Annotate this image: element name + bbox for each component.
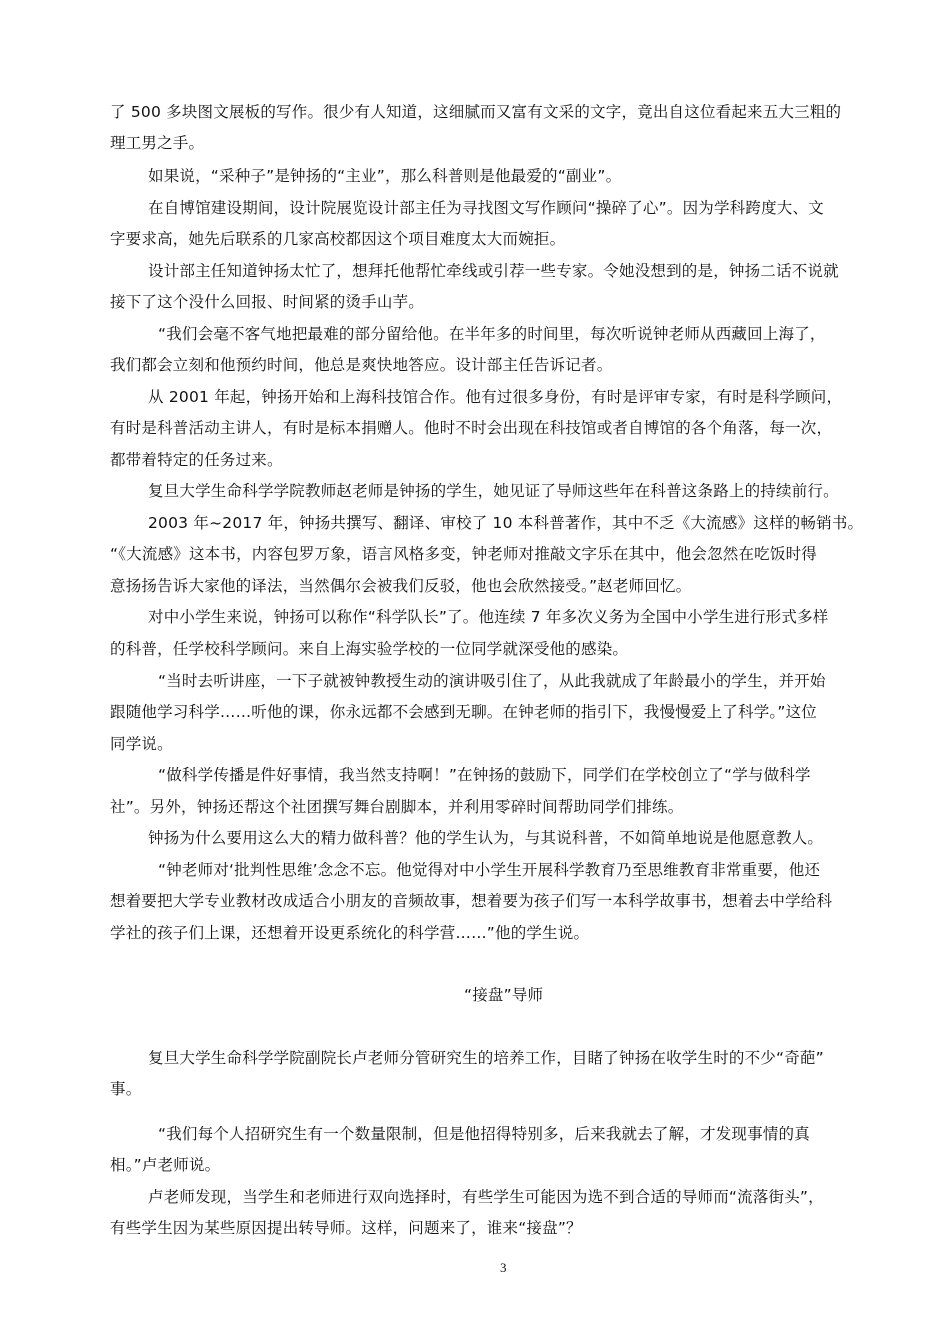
text-line: 2003 年~2017 年，钟扬共撰写、翻译、审校了 10 本科普著作，其中不乏《大流感》这样的畅销书。 (148, 514, 864, 532)
text-line: 对中小学生来说，钟扬可以称作“科学队长”了。他连续 7 年多次义务为全国中小学生进行形式多样 (148, 608, 829, 626)
text-line: 相。”卢老师说。 (110, 1156, 221, 1174)
text-line: 从 2001 年起，钟扬开始和上海科技馆合作。他有过很多身份，有时是评审专家，有时是科学顾问， (148, 388, 843, 406)
text-line: 卢老师发现，当学生和老师进行双向选择时，有些学生可能因为选不到合适的导师而“流落街头”， (148, 1188, 824, 1206)
text-line: “做科学传播是件好事情，我当然支持啊！”在钟扬的鼓励下，同学们在学校创立了“学与做科学 (158, 766, 811, 784)
text-line: 社”。另外，钟扬还帮这个社团撰写舞台剧脚本，并利用零碎时间帮助同学们排练。 (110, 798, 684, 816)
text-line: “当时去听讲座，一下子就被钟教授生动的演讲吸引住了，从此我就成了年龄最小的学生，并开始 (158, 672, 826, 690)
text-line: 钟扬为什么要用这么大的精力做科普？他的学生认为，与其说科普，不如简单地说是他愿意教人。 (148, 829, 824, 847)
text-line: 我们都会立刻和他预约时间，他总是爽快地答应。设计部主任告诉记者。 (110, 356, 613, 374)
text-line: 字要求高，她先后联系的几家高校都因这个项目难度太大而婉拒。 (110, 230, 566, 248)
text-line: 了 500 多块图文展板的写作。很少有人知道，这细腻而又富有文采的文字，竟出自这位看起来五大三粗的 (110, 103, 842, 121)
text-line: 都带着特定的任务过来。 (110, 451, 283, 469)
text-line: “我们每个人招研究生有一个数量限制，但是他招得特别多，后来我就去了解，才发现事情的真 (158, 1125, 810, 1143)
text-line: 同学说。 (110, 735, 173, 753)
text-line: “钟老师对‘批判性思维’念念不忘。他觉得对中小学生开展科学教育乃至思维教育非常重要，他还 (158, 861, 821, 879)
text-line: 在自博馆建设期间，设计院展览设计部主任为寻找图文写作顾问“操碎了心”。因为学科跨度大、文 (148, 199, 824, 217)
text-line: 设计部主任知道钟扬太忙了，想拜托他帮忙牵线或引荐一些专家。令她没想到的是，钟扬二话不说就 (148, 262, 839, 280)
section-heading: “接盘”导师 (464, 986, 544, 1004)
text-line: 想着要把大学专业教材改成适合小朋友的音频故事，想着要为孩子们写一本科学故事书，想着去中学给科 (110, 892, 833, 910)
text-line: 复旦大学生命科学学院教师赵老师是钟扬的学生，她见证了导师这些年在科普这条路上的持续前行。 (148, 482, 839, 500)
page-number: 3 (500, 1260, 507, 1275)
text-line: 有些学生因为某些原因提出转导师。这样，问题来了，谁来“接盘”？ (110, 1219, 582, 1237)
text-line: “我们会毫不客气地把最难的部分留给他。在半年多的时间里，每次听说钟老师从西藏回上海了， (158, 325, 826, 343)
text-line: 意扬扬告诉大家他的译法，当然偶尔会被我们反驳，他也会欣然接受。”赵老师回忆。 (110, 577, 692, 595)
text-line: 如果说，“采种子”是钟扬的“主业”，那么科普则是他最爱的“副业”。 (148, 167, 622, 185)
text-line: “《大流感》这本书，内容包罗万象，语言风格多变，钟老师对推敲文字乐在其中，他会忽然在吃饭时得 (110, 545, 817, 563)
text-line: 事。 (110, 1080, 142, 1098)
text-line: 跟随他学习科学……听他的课，你永远都不会感到无聊。在钟老师的指引下，我慢慢爱上了科学。”这位 (110, 703, 817, 721)
text-line: 的科普，任学校科学顾问。来自上海实验学校的一位同学就深受他的感染。 (110, 640, 629, 658)
text-line: 学社的孩子们上课，还想着开设更系统化的科学营……”他的学生说。 (110, 924, 590, 942)
text-line: 理工男之手。 (110, 134, 205, 152)
text-line: 接下了这个没什么回报、时间紧的烫手山芋。 (110, 293, 425, 311)
text-line: 复旦大学生命科学学院副院长卢老师分管研究生的培养工作，目睹了钟扬在收学生时的不少“奇葩” (148, 1049, 824, 1067)
text-line: 有时是科普活动主讲人，有时是标本捐赠人。他时不时会出现在科技馆或者自博馆的各个角落，每一次， (110, 419, 833, 437)
